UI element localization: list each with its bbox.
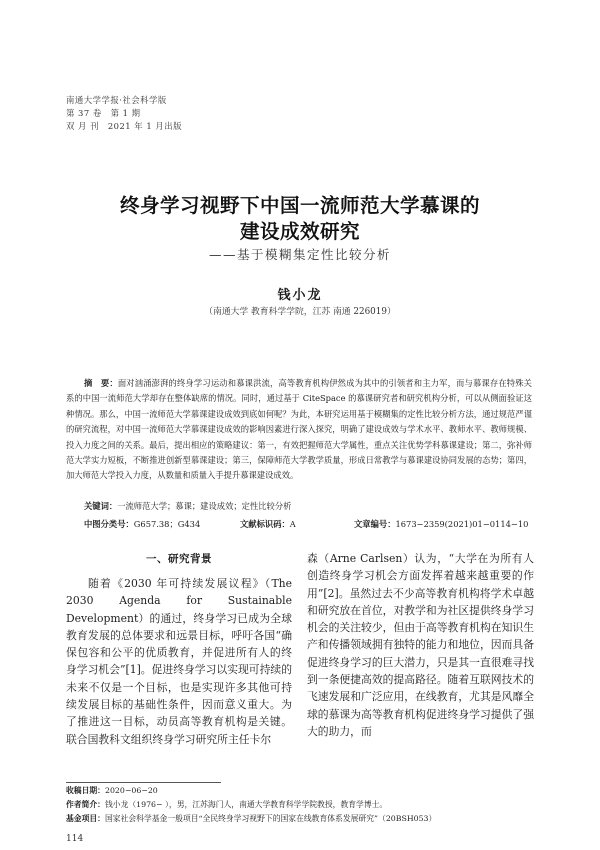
journal-name: 南通大学学报·社会科学版 — [66, 95, 167, 105]
journal-issue: 双 月 刊 2021 年 1 月出版 — [66, 121, 182, 131]
journal-info — [66, 94, 182, 133]
body-right-column: 森（Arne Carlsen）认为，“大学在为所有人创造终身学习机会方面发挥着越来越重要的作用”[2]。虽然过去不少高等教育机构将学术卓越和研究放在首位，对教学和为社区提供终身学习机会的关注较少，但由于高等教育机构在知识生产和传播领域拥有独特的能力和地位，因而具备促进终身学习的巨大潜力，只是其一直很难寻找到一条便捷高效的提高路径。随着互联网技术的飞速发展和广泛应用，在线教育，尤其是风靡全球的慕课为高等教育机构促进终身学习提供了强大的助力，而 — [307, 552, 534, 738]
abstract-label: 摘 要： — [84, 378, 118, 388]
footnote-author: 作者简介：钱小龙（1976− ），男，江苏海门人，南通大学教育科学学院教授，教育学博士。 — [66, 800, 388, 809]
footnote-divider — [66, 782, 221, 783]
document-code: 文献标识码：A — [240, 519, 296, 529]
paper-title-line2: 建设成效研究 — [239, 220, 360, 243]
keywords-label: 关键词： — [84, 501, 118, 511]
body-left-column: 随着《2030 年可持续发展议程》（The 2030 Agenda for Sustainable Development）的通过，终身学习已成为全球教育发展的总体要求和远景目标，呼吁各国“确保包容和公平的优质教育，并促进所有人的终身学习机会”[1]。促进终身学习以实现可持续的未来不仅是一个目标，也是实现许多其他可持续发展目标的基础性条件，因而意义重大。为了推进这一目标，动员高等教育机构是关键。联合国教科文组织终身学习研究所主任卡尔 — [66, 577, 292, 746]
clc-number: 中图分类号：G657.38；G434 — [84, 519, 201, 529]
keywords-text: 一流师范大学；慕课；建设成效；定性比较分析 — [117, 501, 292, 511]
article-number: 文章编号：1673−2359(2021)01−0114−10 — [354, 519, 529, 529]
author-affiliation: （南通大学 教育科学学院，江苏 南通 226019） — [204, 307, 396, 317]
abstract — [66, 376, 532, 484]
author-name: 钱小龙 — [277, 288, 323, 303]
abstract-text: 面对汹涌澎湃的终身学习运动和慕课洪流，高等教育机构伊然成为其中的引领者和主力军，而与慕课存在特殊关系的中国一流师范大学却存在整体缺席的情况。同时，通过基于 CiteSpace 的慕课研究者和研究机构分析，可以从侧面验证这种情况。那么，中国一流师范大学慕课建设成效到底如何呢？为此，本研究运用基于模糊集的定性比较分析方法，通过规范严谨的研究流程，对中国一流师范大学慕课建设成效的影响因素进行深入探究，明确了建设成效与学术水平、教师水平、教师规模、投入力度之间的关系。最后，提出相应的策略建议：第一，有效把握师范大学属性，重点关注优势学科慕课建设；第二，弥补师范大学实力短板，不断推进创新型慕课建设；第三，保障师范大学教学质量，形成日常教学与慕课建设协同发展的态势；第四，加大师范大学投入力度，从数量和质量入手提升慕课建设成效。 — [66, 378, 532, 481]
journal-volume: 第 37 卷 第 1 期 — [66, 108, 141, 118]
keywords — [84, 500, 291, 512]
section-heading: 一、研究背景 — [146, 553, 212, 565]
footnote-received: 收稿日期：2020−06−20 — [66, 786, 158, 795]
paper-title-line1: 终身学习视野下中国一流师范大学慕课的 — [119, 194, 480, 217]
paper-subtitle: ——基于模糊集定性比较分析 — [208, 247, 391, 262]
page-number: 114 — [66, 834, 84, 844]
footnote-fund: 基金项目：国家社会科学基金一般项目“全民终身学习视野下的国家在线教育体系发展研究”（20BSH053） — [66, 814, 437, 823]
